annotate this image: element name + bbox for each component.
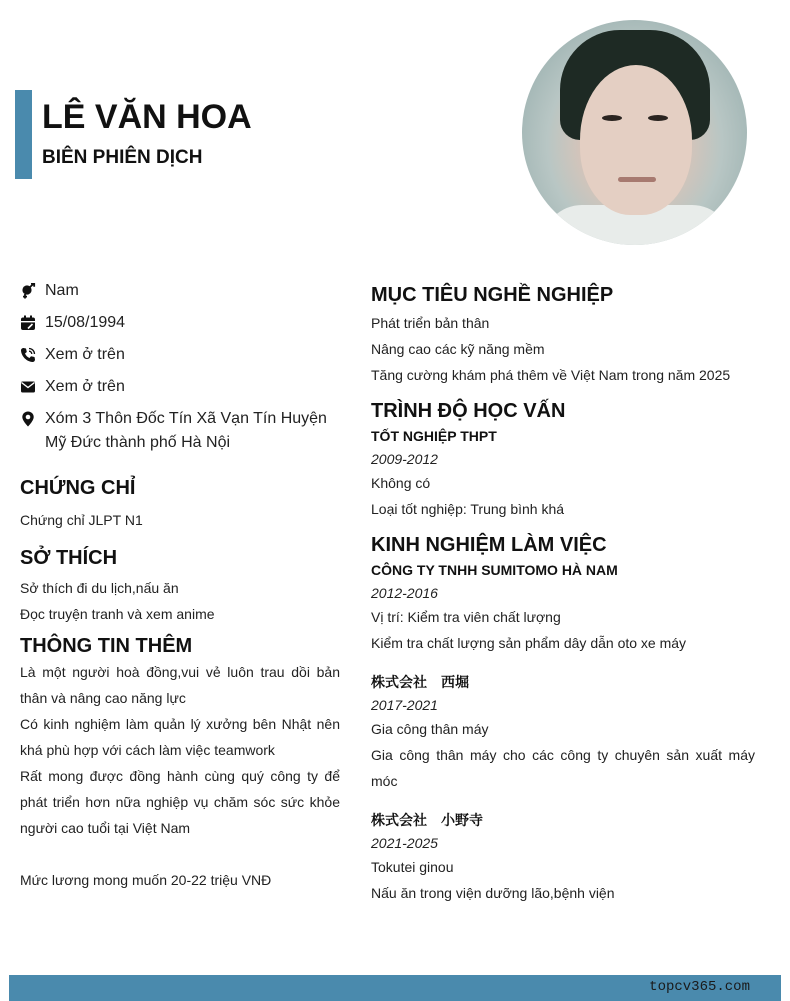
- gender-icon: [20, 279, 45, 303]
- left-column: [20, 279, 340, 893]
- experience-line: Gia công thân máy cho các công ty chuyên sản xuất máy móc: [371, 747, 755, 789]
- contact-text: Xem ở trên: [45, 346, 125, 363]
- experience-line: Gia công thân máy: [371, 721, 489, 737]
- hobbies-section: [20, 545, 340, 627]
- contact-phone: [20, 343, 340, 367]
- school-name: TỐT NGHIỆP THPT: [371, 428, 497, 444]
- avatar-face: [580, 65, 692, 215]
- salary-expectation: Mức lương mong muốn 20-22 triệu VNĐ: [20, 872, 272, 888]
- experience-period: 2021-2025: [371, 835, 438, 851]
- experience-entry: [371, 808, 755, 906]
- company-name: 株式会社 小野寺: [371, 812, 483, 828]
- goal-item: Tăng cường khám phá thêm về Việt Nam trong năm 2025: [371, 367, 731, 383]
- contact-gender: [20, 279, 340, 303]
- header-accent-bar: [15, 90, 32, 179]
- contact-text: Nam: [45, 282, 79, 299]
- contact-birthday: [20, 311, 340, 335]
- contact-email: [20, 375, 340, 399]
- experience-line: Tokutei ginou: [371, 859, 454, 875]
- experience-line: Kiểm tra chất lượng sản phẩm dây dẫn oto xe máy: [371, 635, 687, 651]
- education-line: Không có: [371, 475, 431, 491]
- education-period: 2009-2012: [371, 451, 438, 467]
- footer-watermark: topcv365.com: [649, 979, 750, 995]
- company-name: 株式会社 西堀: [371, 674, 469, 690]
- company-name: CÔNG TY TNHH SUMITOMO HÀ NAM: [371, 562, 618, 578]
- additional-info-section: [20, 633, 340, 893]
- experience-entry: [371, 558, 755, 656]
- section-title: MỤC TIÊU NGHỀ NGHIỆP: [371, 284, 614, 306]
- certificate-item: Chứng chỉ JLPT N1: [20, 512, 143, 528]
- avatar-mouth: [618, 177, 656, 182]
- section-title: CHỨNG CHỈ: [20, 477, 136, 499]
- experience-section: [371, 532, 755, 906]
- footer-bar: [9, 975, 781, 1001]
- career-goal-section: [371, 282, 755, 388]
- experience-entry: [371, 670, 755, 794]
- contact-list: [20, 279, 340, 455]
- education-section: [371, 398, 755, 522]
- education-line: Loại tốt nghiệp: Trung bình khá: [371, 501, 565, 517]
- job-title: BIÊN PHIÊN DỊCH: [42, 147, 203, 168]
- calendar-icon: [20, 311, 45, 335]
- certificates-section: [20, 475, 340, 533]
- section-title: THÔNG TIN THÊM: [20, 635, 193, 657]
- location-pin-icon: [20, 407, 45, 431]
- info-paragraph: Rất mong được đồng hành cùng quý công ty để phát triển hơn nữa nghiệp vụ chăm sóc sức khỏe người cao tuổi tại Việt Nam: [20, 768, 340, 836]
- avatar: [522, 20, 747, 245]
- avatar-eye: [602, 115, 622, 121]
- experience-period: 2012-2016: [371, 585, 438, 601]
- contact-address: [20, 407, 340, 455]
- info-paragraph: Có kinh nghiệm làm quản lý xưởng bên Nhật nên khá phù hợp với cách làm việc teamwork: [20, 716, 340, 758]
- goal-item: Phát triển bản thân: [371, 315, 490, 331]
- contact-text: Xóm 3 Thôn Đốc Tín Xã Vạn Tín Huyện Mỹ Đức thành phố Hà Nội: [45, 410, 327, 451]
- section-title: KINH NGHIỆM LÀM VIỆC: [371, 534, 607, 556]
- hobby-item: Sở thích đi du lịch,nấu ăn: [20, 580, 179, 596]
- hobby-item: Đọc truyện tranh và xem anime: [20, 606, 215, 622]
- phone-icon: [20, 343, 45, 367]
- contact-text: 15/08/1994: [45, 314, 126, 331]
- section-title: SỞ THÍCH: [20, 547, 118, 569]
- candidate-name: LÊ VĂN HOA: [42, 98, 252, 136]
- goal-item: Nâng cao các kỹ năng mềm: [371, 341, 545, 357]
- section-title: TRÌNH ĐỘ HỌC VẤN: [371, 400, 566, 422]
- contact-text: Xem ở trên: [45, 378, 125, 395]
- info-paragraph: Là một người hoà đồng,vui vẻ luôn trau dồi bản thân và nâng cao năng lực: [20, 664, 340, 706]
- experience-line: Vị trí: Kiểm tra viên chất lượng: [371, 609, 561, 625]
- envelope-icon: [20, 375, 45, 399]
- avatar-eye: [648, 115, 668, 121]
- experience-period: 2017-2021: [371, 697, 438, 713]
- experience-line: Nấu ăn trong viện dưỡng lão,bệnh viện: [371, 885, 615, 901]
- right-column: [371, 282, 755, 906]
